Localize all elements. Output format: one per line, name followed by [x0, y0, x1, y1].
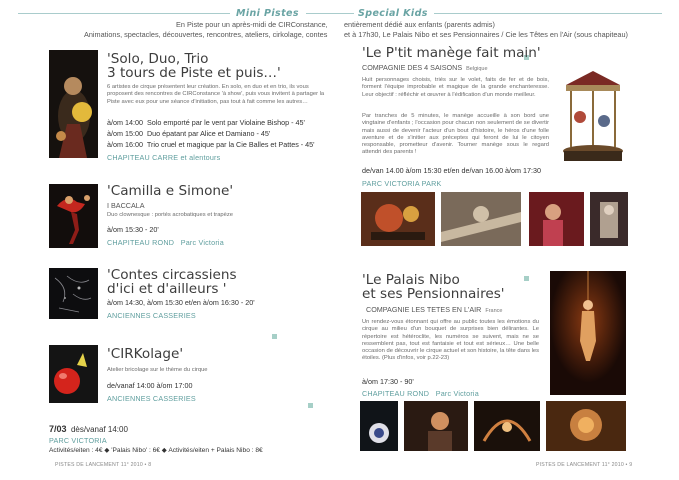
palais-gallery-photo-3 [474, 401, 540, 451]
camilla-venue [107, 238, 224, 247]
camilla-time: à/om 15:30 - 20' [107, 225, 159, 234]
page-footer-left: PISTES DE LANCEMENT 11° 2010 • 8 [55, 462, 152, 468]
special-kids-title: Special Kids [358, 8, 428, 19]
event-date-line [49, 424, 128, 435]
cirkolage-time: de/vanaf 14:00 à/om 17:00 [107, 381, 193, 390]
solo-title-line2: 3 tours de Piste et puis…' [107, 65, 281, 81]
cirkolage-venue: ANCIENNES CASSERIES [107, 394, 196, 403]
manege-gallery-photo-1 [361, 192, 435, 246]
header-rule-left [18, 13, 230, 14]
contes-time: à/om 14:30, à/om 15:30 et/en à/om 16:30 - 20' [107, 298, 255, 307]
manege-title: 'Le P'tit manège fait main' [362, 45, 541, 61]
schedule-text: Solo emporté par le vent par Violaine Bishop - 45' [146, 118, 305, 127]
manege-description-1: Huit personnages choisis, triés sur le volet, faits de fer et de bois, forment l'équipe improbable et magique de la grande enchanteresse. Leur objectif : réfléchir et œuvrer à l'édification d'un monde meilleur. [362, 77, 549, 98]
header-rule-right [434, 13, 662, 14]
palais-aerialist-photo [550, 271, 626, 395]
manege-country: Belgique [466, 66, 488, 72]
manege-company: COMPAGNIE DES 4 SAISONS [362, 63, 463, 72]
camilla-company: I BACCALA [107, 201, 145, 210]
palais-time: à/om 17:30 - 90' [362, 377, 414, 386]
palais-title-line2: et ses Pensionnaires' [362, 286, 505, 302]
manege-gallery-photo-3 [529, 192, 584, 246]
palais-venue-park: Parc Victoria [435, 389, 479, 398]
solo-title-line1: 'Solo, Duo, Trio [107, 51, 209, 67]
contes-venue: ANCIENNES CASSERIES [107, 311, 196, 320]
schedule-text: Trio cruel et magique par la Cie Balles et Pattes - 45' [146, 140, 315, 149]
palais-venue [362, 389, 479, 398]
camilla-venue-park: Parc Victoria [180, 238, 224, 247]
event-prices: Activités/eiten : 4€ ◆ 'Palais Nibo' : 6€ ◆ Activités/eiten + Palais Nibo : 8€ [49, 447, 263, 454]
mini-pistes-line2: Animations, spectacles, découvertes, rencontres, ateliers, cirkolage, contes [84, 30, 328, 39]
mini-pistes-line1: En Piste pour un après-midi de CIRConstance, [176, 20, 328, 29]
palais-company: COMPAGNIE LES TETES EN L'AIR [366, 305, 482, 314]
decorative-square [524, 276, 529, 281]
special-kids-line1: entièrement dédié aux enfants (parents admis) [344, 20, 495, 29]
cirkolage-photo [49, 345, 98, 403]
camilla-simone-photo [49, 184, 98, 248]
palais-title-line1: 'Le Palais Nibo [362, 272, 460, 288]
contes-title-line2: d'ici et d'ailleurs ' [107, 281, 227, 297]
event-venue: PARC VICTORIA [49, 436, 107, 445]
manege-gallery-photo-4 [590, 192, 628, 246]
schedule-time: à/om 15:00 [107, 129, 143, 138]
manege-gallery-photo-2 [441, 192, 521, 246]
event-date: 7/03 [49, 424, 67, 434]
camilla-venue-name: CHAPITEAU ROND [107, 238, 175, 247]
header-rule-middle [306, 13, 354, 14]
solo-description: 6 artistes de cirque présentent leur création. En solo, en duo et en trio, ils vous proposent des rencontres de CIRConstance 'à show', puis vous invitent à partager la Piste avec eux pour une séance d'initiation, pas tout à fait comme les autres… [107, 84, 325, 105]
palais-country: France [485, 308, 503, 314]
manege-venue: PARC VICTORIA PARK [362, 179, 442, 188]
camilla-description: Duo clownesque : portés acrobatiques et trapèze [107, 212, 233, 218]
schedule-time: à/om 14:00 [107, 118, 143, 127]
decorative-square [308, 403, 313, 408]
cirkolage-title: 'CIRKolage' [107, 346, 184, 362]
camilla-title: 'Camilla e Simone' [107, 183, 234, 199]
palais-description: Un rendez-vous étonnant qui offre au public toutes les émotions du cirque au milieu d'un bouquet de surprises bien délirantes. Le répertoire est hétéroclite, les numéros se suivent, mais ne se ressemblent pas, tout est fantaisie et tout est sérieux… Une belle occasion de découvrir le cirque actuel et son histoire, la tête dans les étoiles. (Plus d'infos, voir p.22-23) [362, 319, 539, 362]
palais-gallery-photo-1 [360, 401, 398, 451]
palais-gallery-photo-2 [404, 401, 468, 451]
palais-venue-name: CHAPITEAU ROND [362, 389, 430, 398]
solo-duo-trio-photo [49, 50, 98, 158]
contes-title-line1: 'Contes circassiens [107, 267, 237, 283]
mini-pistes-title: Mini Pistes [236, 8, 299, 19]
cirkolage-description: Atelier bricolage sur le thème du cirque [107, 367, 208, 373]
decorative-square [272, 334, 277, 339]
palais-gallery-photo-4 [546, 401, 626, 451]
page-footer-right: PISTES DE LANCEMENT 11° 2010 • 9 [536, 462, 633, 468]
manege-time: de/van 14.00 à/om 15:30 et/en de/van 16.00 à/om 17:30 [362, 166, 542, 175]
contes-photo [49, 268, 98, 319]
manege-company-line [362, 63, 488, 72]
palais-company-line [366, 305, 502, 314]
schedule-text: Duo épatant par Alice et Damiano - 45' [146, 129, 271, 138]
solo-schedule-1 [107, 118, 305, 128]
carousel-photo [558, 65, 628, 167]
event-start-time: dès/vanaf 14:00 [70, 425, 128, 434]
solo-schedule-2 [107, 129, 270, 139]
solo-schedule-3 [107, 140, 315, 150]
manege-description-2: Par tranches de 5 minutes, le manège accueille à son bord une vingtaine d'enfants ; l'occasion pour chacun non seulement de se divertir mais aussi de devenir l'acteur d'un bout d'histoire, le héros d'une folle aventure et de s'initier aux préceptes qui feront de lui le citoyen responsable, prometteur d'avenir. Tourner manège sous le regard attendri des parents ! [362, 113, 549, 156]
special-kids-line2: et à 17h30, Le Palais Nibo et ses Pensionnaires / Cie les Têtes en l'Air (sous chapiteau) [344, 30, 628, 39]
solo-venue: CHAPITEAU CARRE et alentours [107, 153, 221, 162]
schedule-time: à/om 16:00 [107, 140, 143, 149]
